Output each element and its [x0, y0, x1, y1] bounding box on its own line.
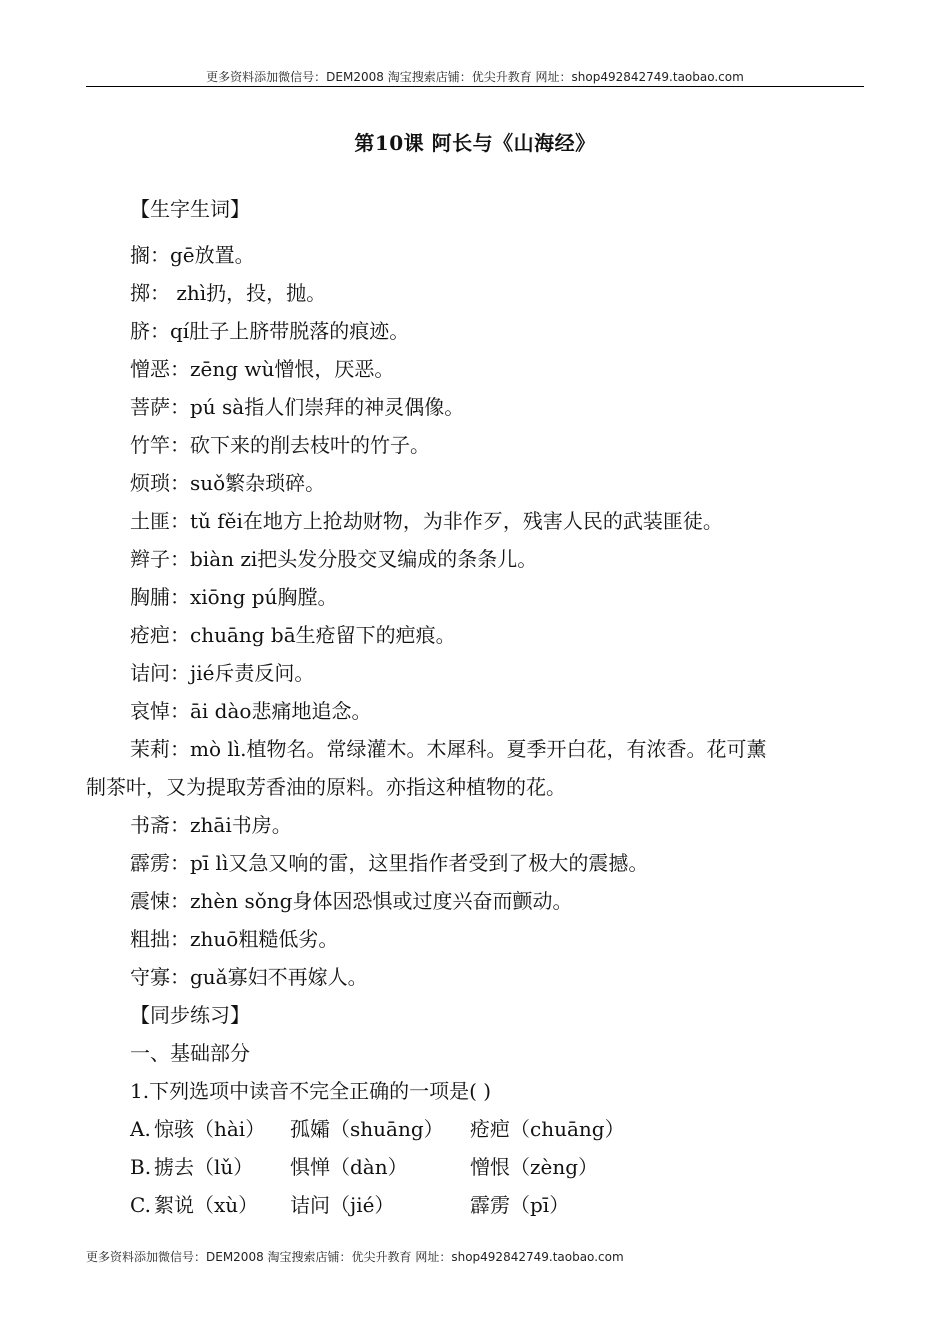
- option-item: 掳去（lǔ）: [154, 1155, 254, 1179]
- option-item: 诘问（jié）: [290, 1193, 395, 1217]
- vocab-item-wrapped-line1: 茉莉：mò lì.植物名。常绿灌木。木犀科。夏季开白花，有浓香。花可薰: [130, 737, 767, 761]
- vocab-item: 守寡：guǎ寡妇不再嫁人。: [130, 965, 368, 989]
- page-footer: 更多资料添加微信号：DEM2008 淘宝搜索店铺：优尖升教育 网址：shop492842749.taobao.com: [86, 1250, 624, 1264]
- vocab-list: [86, 236, 856, 730]
- option-item: 惊骇（hài）: [154, 1117, 266, 1141]
- part-one-heading: 一、基础部分: [130, 1041, 250, 1065]
- vocab-item: 脐：qí肚子上脐带脱落的痕迹。: [130, 319, 410, 343]
- page-header: 更多资料添加微信号：DEM2008 淘宝搜索店铺：优尖升教育 网址：shop492842749.taobao.com: [206, 70, 744, 84]
- option-label: A.: [130, 1117, 151, 1141]
- vocab-item: 粗拙：zhuō粗糙低劣。: [130, 927, 339, 951]
- option-row: [86, 1110, 856, 1148]
- option-row: [86, 1186, 856, 1224]
- practice-heading: 【同步练习】: [130, 1003, 250, 1027]
- vocab-item: 憎恶：zēng wù憎恨，厌恶。: [130, 357, 395, 381]
- vocab-heading: 【生字生词】: [130, 197, 250, 221]
- vocab-item: 胸脯：xiōng pú胸膛。: [130, 585, 338, 609]
- option-item: 疮疤（chuāng）: [470, 1117, 625, 1141]
- question-1: 1.下列选项中读音不完全正确的一项是( ): [130, 1079, 492, 1103]
- question-1-options: [86, 1110, 856, 1224]
- vocab-item: 辫子：biàn zi把头发分股交叉编成的条条儿。: [130, 547, 538, 571]
- vocab-item: 土匪：tǔ fěi在地方上抢劫财物，为非作歹，残害人民的武装匪徒。: [130, 509, 723, 533]
- vocab-item: 疮疤：chuāng bā生疮留下的疤痕。: [130, 623, 456, 647]
- vocab-item: 诘问：jié斥责反问。: [130, 661, 315, 685]
- vocab-item: 竹竿：砍下来的削去枝叶的竹子。: [130, 433, 430, 457]
- vocab-item: 搁：gē放置。: [130, 243, 255, 267]
- option-item: 霹雳（pī）: [470, 1193, 570, 1217]
- vocab-item: 书斋：zhāi书房。: [130, 813, 292, 837]
- vocab-item: 掷： zhì扔，投，抛。: [130, 281, 327, 305]
- option-row: [86, 1148, 856, 1186]
- option-item: 絮说（xù）: [154, 1193, 259, 1217]
- vocab-item: 震悚：zhèn sǒng身体因恐惧或过度兴奋而颤动。: [130, 889, 573, 913]
- lesson-title: 第10课 阿长与《山海经》: [354, 131, 596, 155]
- option-label: C.: [130, 1193, 151, 1217]
- vocab-item: 霹雳：pī lì又急又响的雷，这里指作者受到了极大的震撼。: [130, 851, 649, 875]
- vocab-item: 菩萨：pú sà指人们崇拜的神灵偶像。: [130, 395, 465, 419]
- vocab-item: 烦琐：suǒ繁杂琐碎。: [130, 471, 326, 495]
- vocab-item-wrapped-line2: 制茶叶，又为提取芳香油的原料。亦指这种植物的花。: [86, 775, 566, 799]
- document-body: [86, 190, 856, 1224]
- option-item: 憎恨（zèng）: [470, 1155, 599, 1179]
- header-divider: [86, 86, 864, 87]
- vocab-list-continued: [86, 806, 856, 996]
- option-item: 孤孀（shuāng）: [290, 1117, 444, 1141]
- option-label: B.: [130, 1155, 152, 1179]
- option-item: 惧惮（dàn）: [290, 1155, 408, 1179]
- vocab-item: 哀悼：āi dào悲痛地追念。: [130, 699, 372, 723]
